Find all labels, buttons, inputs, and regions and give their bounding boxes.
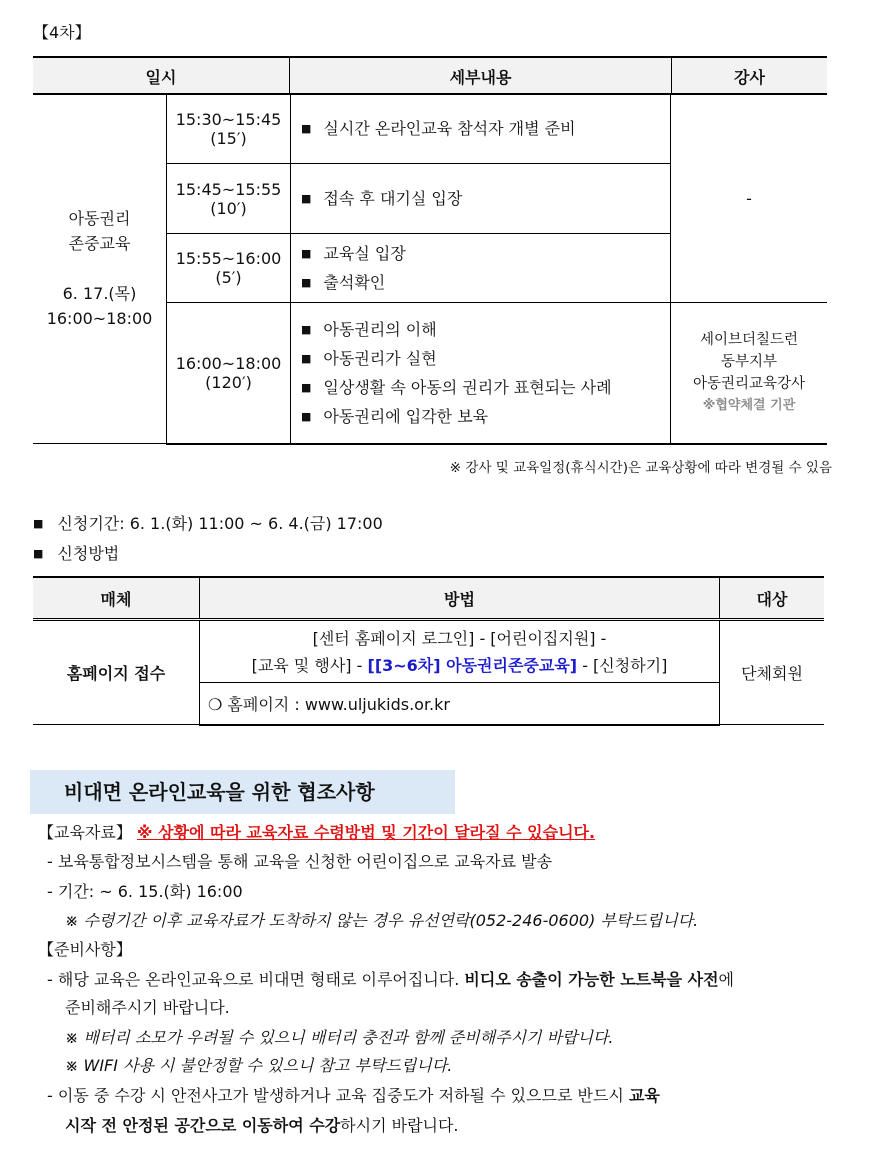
instructor-branch: 동부지부 <box>720 353 778 370</box>
instructor-cell <box>671 303 828 444</box>
prep-note: ※ 배터리 소모가 우려될 수 있으니 배터리 충전과 함께 준비해주시기 바랍니다. <box>65 1028 614 1047</box>
col-header-medium: 매체 <box>33 577 200 620</box>
target-cell: 단체회원 <box>720 620 825 725</box>
materials-line: - 보육통합정보시스템을 통해 교육을 신청한 어린이집으로 교육자료 발송 <box>47 852 553 871</box>
apply-method: ■ 신청방법 <box>33 541 119 564</box>
prep-note: ※ WIFI 사용 시 불안정할 수 있으니 참고 부탁드립니다. <box>65 1056 453 1075</box>
program-date: 6. 17.(목) <box>62 284 137 303</box>
path-highlight: [[3~6차] 아동권리존중교육] <box>367 655 578 675</box>
col-header-instructor: 강사 <box>672 57 828 95</box>
program-time: 16:00~18:00 <box>46 309 153 328</box>
content-item: ■ 아동권리의 이해 <box>301 315 669 344</box>
method-path-1: [센터 홈페이지 로그인] - [어린이집지원] - <box>312 628 607 648</box>
program-name: 아동권리 <box>68 209 131 228</box>
prep-text: - 이동 중 수강 시 안전사고가 발생하거나 교육 집중도가 저하될 수 있으므로 반드시 <box>47 1086 629 1105</box>
method-table <box>33 576 824 726</box>
content-cell <box>291 94 671 164</box>
content-item: ■ 아동권리가 실현 <box>301 344 669 373</box>
materials-note: ※ 수령기간 이후 교육자료가 도착하지 않는 경우 유선연락(052-246-0600) 부탁드립니다. <box>65 911 699 930</box>
homepage-url[interactable]: ❍ 홈페이지 : www.uljukids.or.kr <box>200 683 720 725</box>
prep-text: - 해당 교육은 온라인교육으로 비대면 형태로 이루어집니다. <box>47 970 465 989</box>
col-header-method: 방법 <box>200 577 720 620</box>
instructor-note: ※협약체결 기관 <box>702 397 796 413</box>
prep-line <box>47 1084 660 1108</box>
duration: (5′) <box>215 268 242 287</box>
materials-label: 【교육자료】 <box>38 823 132 842</box>
program-cell <box>33 94 167 444</box>
time-range: 15:30~15:45 <box>175 109 282 129</box>
prep-line: 준비해주시기 바랍니다. <box>65 998 230 1017</box>
schedule-note: ※ 강사 및 교육일정(휴식시간)은 교육상황에 따라 변경될 수 있음 <box>449 460 832 476</box>
content-item: ■ 일상생활 속 아동의 권리가 표현되는 사례 <box>301 373 669 402</box>
content-cell <box>291 303 671 444</box>
apply-period: ■ 신청기간: 6. 1.(화) 11:00 ~ 6. 4.(금) 17:00 <box>33 511 383 534</box>
prep-bold: 비디오 송출이 가능한 노트북을 사전 <box>464 970 719 989</box>
col-header-target: 대상 <box>720 577 825 620</box>
time-range: 15:55~16:00 <box>175 249 282 268</box>
time-cell <box>167 234 291 303</box>
materials-heading <box>38 821 595 845</box>
method-path-cell <box>200 620 720 683</box>
prep-bold: 교육 <box>628 1086 660 1105</box>
duration: (15′) <box>210 128 247 148</box>
schedule-table <box>33 56 827 95</box>
medium-cell: 홈페이지 접수 <box>33 620 200 725</box>
prep-label: 【준비사항】 <box>38 940 132 959</box>
time-cell <box>167 94 291 164</box>
duration: (120′) <box>205 372 252 392</box>
col-header-content: 세부내용 <box>290 57 672 95</box>
materials-line: - 기간: ~ 6. 15.(화) 16:00 <box>47 882 243 901</box>
instructor-title: 아동권리교육강사 <box>692 375 806 392</box>
instructor-org: 세이브더칠드런 <box>699 331 799 348</box>
path-part: - [신청하기] <box>577 655 668 675</box>
content-item: ■ 접속 후 대기실 입장 <box>301 184 669 213</box>
prep-text: 하시기 바랍니다. <box>340 1116 459 1135</box>
time-range: 15:45~15:55 <box>175 179 282 199</box>
time-cell <box>167 303 291 444</box>
prep-bold: 시작 전 안정된 공간으로 이동하여 수강 <box>65 1116 341 1135</box>
prep-line <box>65 1114 459 1138</box>
time-cell <box>167 164 291 234</box>
section-title: 비대면 온라인교육을 위한 협조사항 <box>30 770 455 814</box>
instructor-dash: - <box>671 94 828 303</box>
round-label: 【4차】 <box>33 23 91 42</box>
time-range: 16:00~18:00 <box>175 353 282 373</box>
content-item: ■ 교육실 입장 <box>301 239 669 268</box>
content-cell <box>291 164 671 234</box>
schedule-body <box>33 93 827 445</box>
method-path-2 <box>201 652 718 679</box>
program-name-2: 존중교육 <box>68 234 131 253</box>
path-part: [교육 및 행사] - <box>251 655 368 675</box>
prep-text: 에 <box>718 970 734 989</box>
content-item: ■ 출석확인 <box>301 268 669 297</box>
content-item: ■ 실시간 온라인교육 참석자 개별 준비 <box>301 114 669 143</box>
prep-line <box>47 968 734 992</box>
materials-warning: ※ 상황에 따라 교육자료 수령방법 및 기간이 달라질 수 있습니다. <box>136 823 596 842</box>
content-cell <box>291 234 671 303</box>
content-item: ■ 아동권리에 입각한 보육 <box>301 402 669 431</box>
duration: (10′) <box>210 198 247 218</box>
col-header-datetime: 일시 <box>33 57 290 95</box>
